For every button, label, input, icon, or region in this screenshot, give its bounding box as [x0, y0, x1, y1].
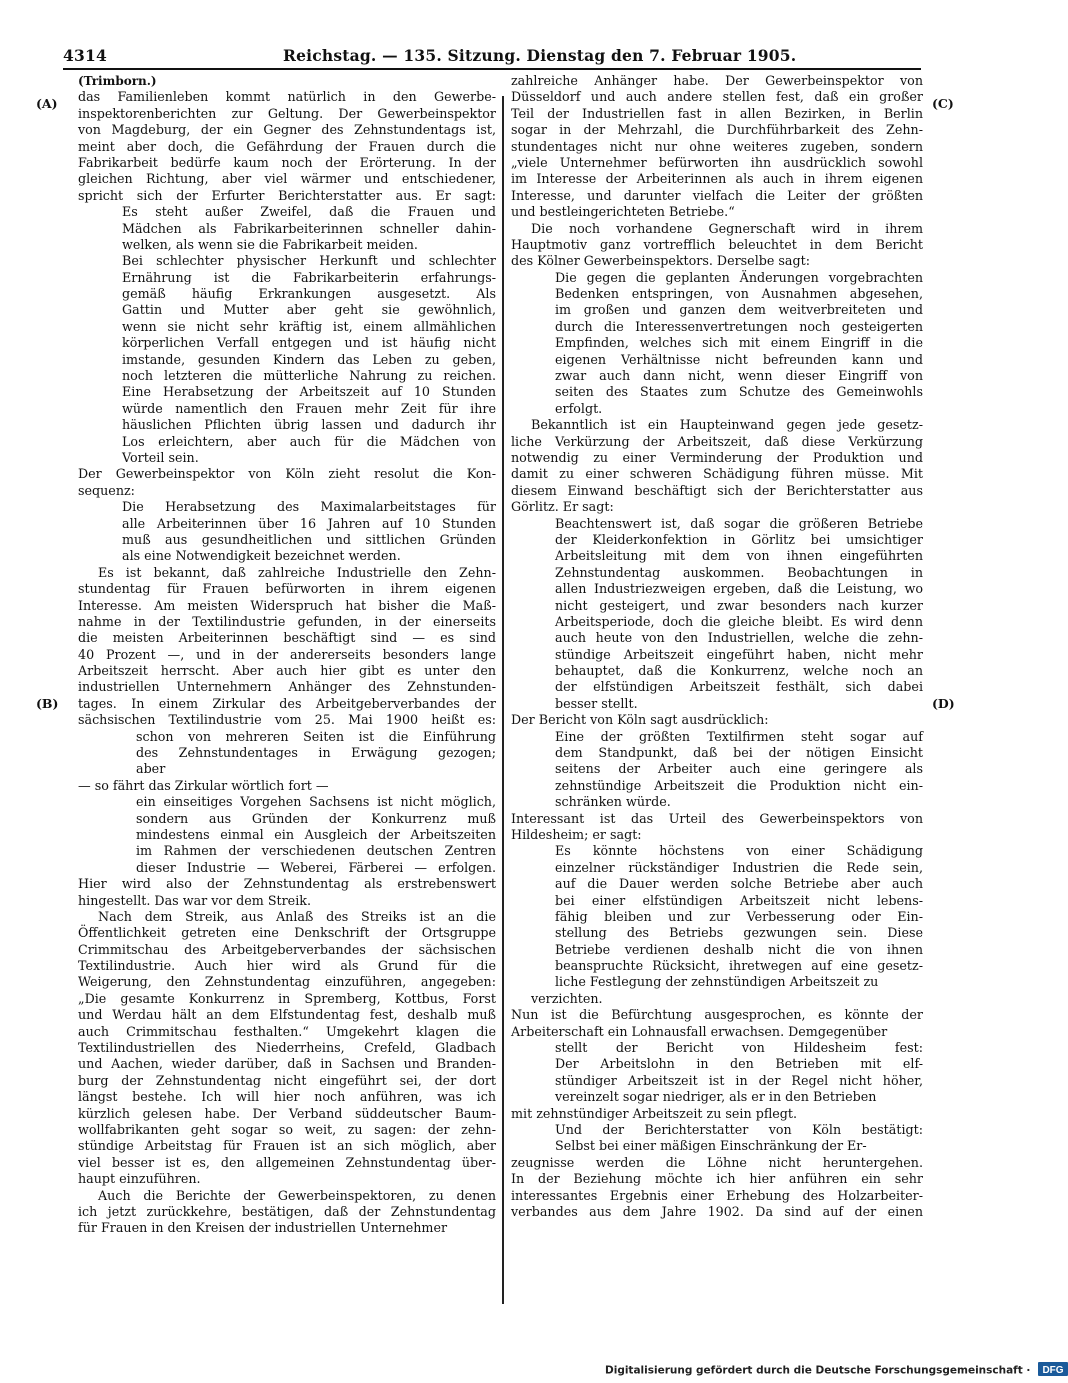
text-line: nicht gesteigert, und zwar besonders nach kurzer: [555, 597, 923, 613]
dfg-logo: [1038, 1362, 1068, 1379]
text-line: Gattin und Mutter aber geht sie gewöhnlich,: [122, 302, 496, 318]
text-line: Die gegen die geplanten Änderungen vorgebrachten: [555, 269, 923, 285]
text-line: (Trimborn.): [78, 74, 157, 88]
text-line: verbandes aus dem Jahre 1902. Da sind auf der einen: [511, 1203, 923, 1219]
text-line: Zehnstundentag auskommen. Beobachtungen in: [555, 564, 923, 580]
text-line: Bekanntlich ist ein Haupteinwand gegen jede gesetz-: [531, 417, 923, 433]
text-line: stündige Arbeitszeit eingeführt haben, nicht mehr: [555, 646, 923, 662]
text-line: Selbst bei einer mäßigen Einschränkung der Er-: [555, 1138, 867, 1154]
text-line: gleichen Richtung, aber viel wärmer und entschiedener,: [78, 171, 496, 187]
text-line: imstande, gesunden Kindern das Leben zu geben,: [122, 351, 496, 367]
text-line: viel besser ist es, den allgemeinen Zehnstundentag über-: [78, 1154, 496, 1170]
text-line: längst bestehe. Ich will hier noch anführen, was ich: [78, 1089, 496, 1105]
text-line: Öffentlichkeit getreten eine Denkschrift der Ortsgruppe: [78, 925, 496, 941]
text-line: dieser Industrie — Weberei, Färberei — erfolgen.: [136, 859, 496, 875]
text-line: liche Verkürzung der Arbeitszeit, daß diese Verkürzung: [511, 433, 923, 449]
text-line: der elfstündigen Arbeitszeit festhält, sich dabei: [555, 679, 923, 695]
text-line: noch letzteren die mütterliche Nahrung zu reichen.: [122, 368, 496, 384]
text-line: eigenen Verhältnisse nicht befreunden kann und: [555, 351, 923, 367]
text-line: beanspruchte Rücksicht, ihretwegen auf eine gesetz-: [555, 958, 923, 974]
left-column: [78, 73, 496, 1237]
text-line: Arbeitszeit herrscht. Aber auch hier gibt es unter den: [78, 663, 496, 679]
text-line: Auch die Berichte der Gewerbeinspektoren, zu denen: [98, 1187, 496, 1203]
text-line: Nach dem Streik, aus Anlaß des Streiks ist an die: [98, 908, 496, 924]
text-line: sequenz:: [78, 482, 135, 498]
text-line: stündiger Arbeitszeit ist in der Regel nicht höher,: [555, 1072, 923, 1088]
text-line: stellt der Bericht von Hildesheim fest:: [555, 1040, 923, 1056]
text-line: Und der Berichterstatter von Köln bestätigt:: [555, 1122, 923, 1137]
text-line: Nun ist die Befürchtung ausgesprochen, es könnte der: [511, 1007, 923, 1023]
text-line: Vorteil sein.: [122, 449, 199, 465]
header-rule: [63, 68, 921, 70]
text-line: seiten des Staates zum Schutze des Gemeinwohls: [555, 384, 923, 400]
text-line: stellung des Betriebs gezwungen sein. Diese: [555, 925, 923, 941]
text-line: Fabrikarbeit bedürfe kaum noch der Erörterung. In der: [78, 154, 496, 170]
text-line: alle Arbeiterinnen über 16 Jahren auf 10 Stunden: [122, 515, 496, 531]
text-line: für Frauen in den Kreisen der industriellen Unternehmer: [78, 1220, 448, 1236]
text-line: mit zehnstündiger Arbeitszeit zu sein pflegt.: [511, 1105, 798, 1121]
text-line: industriellen Unternehmern Anhänger des Zehnstunden-: [78, 679, 496, 695]
text-line: des Kölner Gewerbeinspektors. Derselbe sagt:: [511, 253, 810, 269]
text-line: Arbeiterschaft ein Lohnausfall erwachsen. Demgegenüber: [511, 1023, 888, 1039]
text-line: nahme in der Textilindustrie gefunden, in der einerseits: [78, 613, 496, 629]
margin-mark-d: (D): [932, 696, 955, 711]
text-line: Beachtenswert ist, daß sogar die größeren Betriebe: [555, 515, 923, 531]
text-line: Interesse. Am meisten Widerspruch hat bisher die Maß-: [78, 597, 496, 613]
text-line: — so fährt das Zirkular wörtlich fort —: [78, 777, 329, 793]
text-line: notwendig zu einer Verminderung der Produktion und: [511, 449, 923, 465]
text-line: burg der Zehnstundentag nicht eingeführt sei, der dort: [78, 1072, 496, 1088]
page-number: 4314: [63, 46, 107, 65]
text-line: zehnstündige Arbeitszeit die Produktion nicht ein-: [555, 777, 923, 793]
dfg-logo-text: DFG: [1042, 1365, 1064, 1376]
text-line: verzichten.: [531, 990, 603, 1006]
text-line: Bedenken entspringen, von Ausnahmen abgesehen,: [555, 286, 923, 302]
text-line: sondern aus Gründen der Konkurrenz muß: [136, 810, 496, 826]
text-line: wollfabrikanten geht sogar so weit, zu sagen: der zehn-: [78, 1122, 496, 1137]
text-line: Es ist bekannt, daß zahlreiche Industrielle den Zehn-: [98, 564, 496, 580]
right-column: [511, 73, 923, 1220]
text-line: bei einer elfstündigen Arbeitszeit nicht lebens-: [555, 892, 923, 908]
text-line: der Kleiderkonfektion in Görlitz bei umsichtiger: [555, 531, 923, 547]
page-header-title: Reichstag. — 135. Sitzung. Dienstag den 7. Februar 1905.: [283, 46, 797, 65]
text-line: Es steht außer Zweifel, daß die Frauen und: [122, 204, 496, 220]
text-line: ein einseitiges Vorgehen Sachsens ist nicht möglich,: [136, 794, 496, 810]
text-line: schon von mehreren Seiten ist die Einführung: [136, 728, 496, 744]
text-line: interessantes Ergebnis einer Erhebung des Holzarbeiter-: [511, 1187, 923, 1203]
text-line: sogar in der Mehrzahl, die Durchführbarkeit des Zehn-: [511, 122, 923, 138]
text-line: Hildesheim; er sagt:: [511, 826, 642, 842]
footer-credit: Digitalisierung gefördert durch die Deutsche Forschungsgemeinschaft ·: [605, 1364, 1031, 1377]
text-line: Los erleichtern, aber auch für die Mädchen von: [122, 433, 496, 449]
text-line: des Zehnstundentages in Erwägung gezogen;: [136, 745, 496, 761]
text-line: einzelner rückständiger Industrien die Rede sein,: [555, 859, 923, 875]
margin-mark-a: (A): [36, 96, 58, 111]
text-line: im Rahmen der verschiedenen deutschen Zentren: [136, 843, 496, 859]
text-line: Interesse, und darunter vielfach die Leiter der größten: [511, 187, 923, 203]
text-line: Bei schlechter physischer Herkunft und schlechter: [122, 253, 496, 269]
text-line: spricht sich der Erfurter Berichterstatter aus. Er sagt:: [78, 187, 496, 203]
text-line: würde namentlich den Frauen mehr Zeit für ihre: [122, 400, 496, 416]
text-line: welken, als wenn sie die Fabrikarbeit meiden.: [122, 236, 418, 252]
column-divider: [502, 96, 504, 1304]
text-line: Empfinden, welches sich mit einem Eingriff in die: [555, 335, 923, 351]
text-line: stundentag für Frauen befürworten in ihrem eigenen: [78, 581, 496, 597]
text-line: „Die gesamte Konkurrenz in Spremberg, Kottbus, Forst: [78, 990, 496, 1006]
text-line: meint aber doch, die Gefährdung der Frauen durch die: [78, 138, 496, 154]
dfg-logo-icon: [1038, 1362, 1068, 1376]
text-line: die meisten Arbeiterinnen beschäftigt sind — es sind: [78, 630, 496, 646]
text-line: allen Industriezweigen ergeben, daß die Leistung, wo: [555, 581, 923, 597]
text-line: damit zu einer schweren Schädigung führen müsse. Mit: [511, 466, 923, 482]
text-line: mindestens einmal ein Ausgleich der Arbeitszeiten: [136, 826, 496, 842]
text-line: Textilindustrie. Auch hier wird als Grund für die: [78, 958, 496, 974]
text-line: Interessant ist das Urteil des Gewerbeinspektors von: [511, 810, 923, 826]
text-line: Eine Herabsetzung der Arbeitszeit auf 10 Stunden: [122, 384, 496, 400]
text-line: Mädchen als Fabrikarbeiterinnen schneller dahin-: [122, 220, 496, 236]
text-line: Der Arbeitslohn in den Betrieben mit elf-: [555, 1056, 923, 1072]
text-line: liche Festlegung der zehnstündigen Arbeitszeit zu: [555, 974, 879, 990]
text-line: Es könnte höchstens von einer Schädigung: [555, 843, 923, 859]
text-line: seitens der Arbeiter auch eine geringere als: [555, 761, 923, 777]
text-line: im großen und ganzen dem weitverbreiteten und: [555, 302, 923, 318]
text-line: das Familienleben kommt natürlich in den Gewerbe-: [78, 89, 496, 105]
text-line: häuslichen Pflichten übrig lassen und dadurch ihr: [122, 417, 496, 433]
text-line: Eine der größten Textilfirmen steht sogar auf: [555, 728, 923, 744]
text-line: Hier wird also der Zehnstundentag als erstrebenswert: [78, 876, 496, 892]
text-line: fähig bleiben und zur Verbesserung oder Ein-: [555, 908, 923, 924]
text-line: Die noch vorhandene Gegnerschaft wird in ihrem: [531, 220, 923, 236]
text-line: durch die Interessenvertretungen noch gesteigerten: [555, 318, 923, 334]
margin-mark-b: (B): [36, 696, 59, 711]
text-line: aber: [136, 761, 166, 777]
text-line: Der Gewerbeinspektor von Köln zieht resolut die Kon-: [78, 466, 496, 482]
text-line: Görlitz. Er sagt:: [511, 499, 614, 515]
text-line: inspektorenberichten zur Geltung. Der Gewerbeinspektor: [78, 105, 496, 121]
text-line: von Magdeburg, der ein Gegner des Zehnstundentags ist,: [78, 122, 496, 138]
text-line: ich jetzt zurückkehre, bestätigen, daß der Zehnstundentag: [78, 1203, 496, 1219]
text-line: und Werdau hält an dem Elfstundentag fest, deshalb muß: [78, 1007, 496, 1023]
text-line: tages. In einem Zirkular des Arbeitgeberverbandes der: [78, 695, 496, 711]
text-line: sächsischen Textilindustrie vom 25. Mai 1900 heißt es:: [78, 712, 496, 728]
text-line: 40 Prozent —, und in der andererseits besonders lange: [78, 646, 496, 662]
text-line: „viele Unternehmer befürworten ihn ausdrücklich sowohl: [511, 154, 923, 170]
text-line: Der Bericht von Köln sagt ausdrücklich:: [511, 712, 769, 728]
text-line: Betriebe verdienen deshalb nicht die von ihnen: [555, 941, 923, 957]
text-line: erfolgt.: [555, 400, 603, 416]
text-line: auch Crimmitschau festhalten.“ Umgekehrt klagen die: [78, 1023, 496, 1039]
text-line: dem Standpunkt, daß bei der nötigen Einsicht: [555, 745, 923, 761]
text-line: hingestellt. Das war vor dem Streik.: [78, 892, 311, 908]
text-line: behauptet, daß die Konkurrenz, welche noch an: [555, 663, 923, 679]
text-line: im Interesse der Arbeiterinnen als auch in ihrem eigenen: [511, 171, 923, 187]
text-line: und bestleingerichteten Betriebe.“: [511, 204, 735, 220]
text-line: Die Herabsetzung des Maximalarbeitstages für: [122, 499, 496, 515]
text-line: als eine Notwendigkeit bezeichnet werden.: [122, 548, 401, 564]
text-line: Düsseldorf und auch andere stellen fest, daß ein großer: [511, 89, 923, 105]
text-line: Teil der Industriellen fast in allen Bezirken, in Berlin: [511, 105, 923, 121]
text-line: Arbeitsleitung mit dem von ihnen eingeführten: [555, 548, 923, 564]
text-line: diesem Einwand beschäftigt sich der Berichterstatter aus: [511, 482, 923, 498]
text-line: zeugnisse werden die Löhne nicht heruntergehen.: [511, 1154, 923, 1170]
text-line: In der Beziehung möchte ich hier anführen ein sehr: [511, 1171, 923, 1187]
text-line: kürzlich gelesen habe. Der Verband süddeutscher Baum-: [78, 1105, 496, 1121]
text-line: zwar auch dann nicht, wenn dieser Eingriff von: [555, 368, 923, 384]
text-line: Arbeitsperiode, doch die gleiche bleibt. Es wird denn: [555, 613, 923, 629]
text-line: Weigerung, den Zehnstundentag einzuführen, angegeben:: [78, 974, 496, 990]
text-line: wenn sie nicht sehr kräftig ist, einem allmählichen: [122, 318, 496, 334]
text-line: Hauptmotiv ganz vortrefflich beleuchtet in dem Bericht: [511, 236, 923, 252]
text-line: besser stellt.: [555, 695, 638, 711]
text-line: Crimmitschau des Arbeitgeberverbandes der sächsischen: [78, 941, 496, 957]
text-line: vereinzelt sogar niedriger, als er in den Betrieben: [555, 1089, 877, 1105]
text-line: zahlreiche Anhänger habe. Der Gewerbeinspektor von: [511, 73, 923, 88]
text-line: gemäß häufig Erkrankungen ausgesetzt. Als: [122, 286, 496, 302]
text-line: und Aachen, wieder darüber, daß in Sachsen und Branden-: [78, 1056, 496, 1072]
text-line: Textilindustriellen des Niederrheins, Crefeld, Gladbach: [78, 1040, 496, 1056]
text-line: auf die Dauer werden solche Betriebe aber auch: [555, 876, 923, 892]
text-line: auch heute von den Industriellen, welche die zehn-: [555, 630, 923, 646]
margin-mark-c: (C): [932, 96, 954, 111]
text-line: körperlichen Verfall entgegen und ist häufig nicht: [122, 335, 496, 351]
text-line: haupt einzuführen.: [78, 1171, 201, 1187]
footer: [605, 1362, 1068, 1379]
text-line: schränken würde.: [555, 794, 671, 810]
text-line: stundentages nicht nur ohne weiteres zugeben, sondern: [511, 138, 923, 154]
text-line: Ernährung ist die Fabrikarbeiterin erfahrungs-: [122, 269, 496, 285]
text-line: muß aus gesundheitlichen und sittlichen Gründen: [122, 531, 496, 547]
text-line: stündige Arbeitstag für Frauen ist an sich möglich, aber: [78, 1138, 496, 1154]
